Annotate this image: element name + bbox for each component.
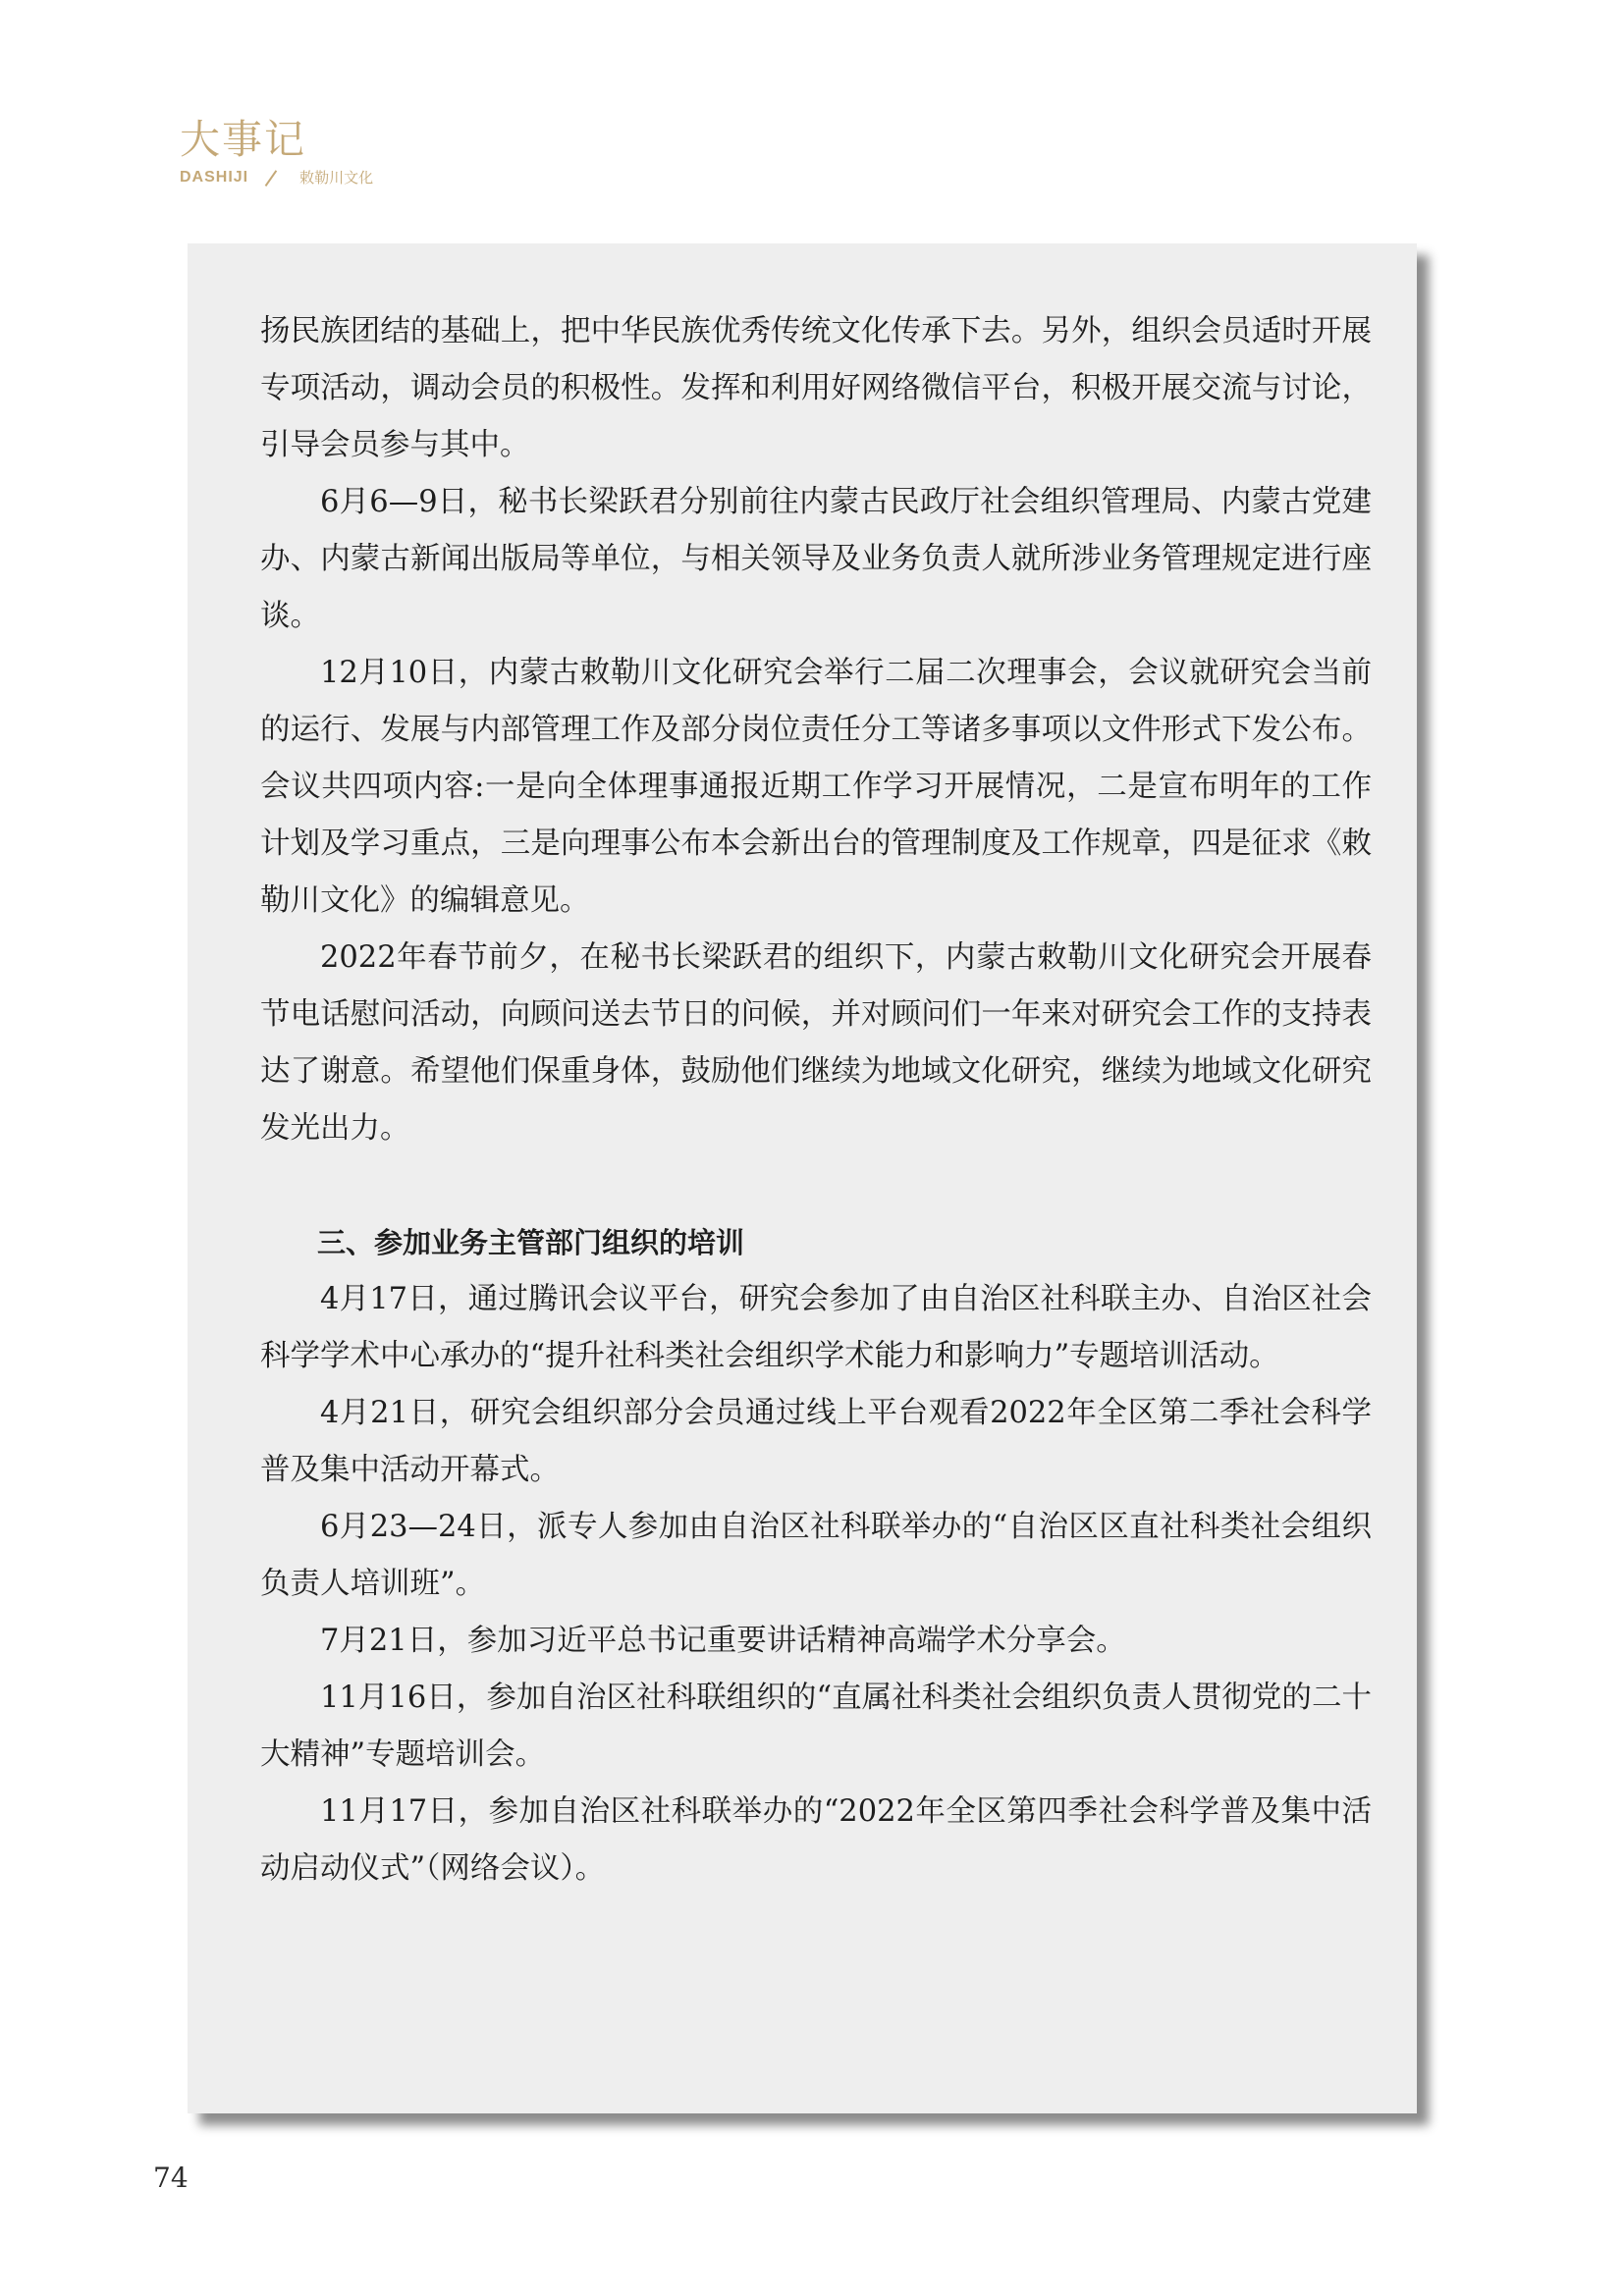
subtitle-journal: 敕勒川文化 — [299, 169, 374, 187]
subtitle-pinyin: DASHIJI — [180, 169, 249, 186]
article-body — [260, 303, 1372, 1897]
section-spacer — [260, 1157, 1372, 1214]
paragraph: 6月6—9日，秘书长梁跃君分别前往内蒙古民政厅社会组织管理局、内蒙古党建办、内蒙古新闻出版局等单位，与相关领导及业务负责人就所涉业务管理规定进行座谈。 — [260, 485, 1372, 633]
paragraph: 11月17日，参加自治区社科联举办的“2022年全区第四季社会科学普及集中活动启动仪式”（网络会议）。 — [260, 1794, 1372, 1886]
page-header — [180, 116, 373, 188]
page-number: 74 — [153, 2162, 189, 2194]
section-title: 大事记 — [180, 116, 306, 163]
section-subtitle — [180, 167, 373, 188]
paragraph-continued: 扬民族团结的基础上，把中华民族优秀传统文化传承下去。另外，组织会员适时开展专项活动，调动会员的积极性。发挥和利用好网络微信平台，积极开展交流与讨论，引导会员参与其中。 — [260, 314, 1372, 462]
content-panel — [188, 243, 1417, 2113]
slash-divider — [264, 170, 278, 186]
paragraph: 4月21日，研究会组织部分会员通过线上平台观看2022年全区第二季社会科学普及集中活动开幕式。 — [260, 1396, 1372, 1487]
paragraph: 11月16日，参加自治区社科联组织的“直属社科类社会组织负责人贯彻党的二十大精神”专题培训会。 — [260, 1681, 1372, 1772]
paragraph: 6月23—24日，派专人参加由自治区社科联举办的“自治区区直社科类社会组织负责人培训班”。 — [260, 1510, 1372, 1601]
section-heading: 三、参加业务主管部门组织的培训 — [317, 1226, 745, 1259]
paragraph: 7月21日，参加习近平总书记重要讲话精神高端学术分享会。 — [320, 1624, 1126, 1658]
paragraph: 4月17日，通过腾讯会议平台，研究会参加了由自治区社科联主办、自治区社会科学学术中心承办的“提升社科类社会组织学术能力和影响力”专题培训活动。 — [260, 1282, 1372, 1373]
paragraph: 12月10日，内蒙古敕勒川文化研究会举行二届二次理事会，会议就研究会当前的运行、发展与内部管理工作及部分岗位责任分工等诸多事项以文件形式下发公布。会议共四项内容:一是向全体理事通报近期工作学习开展情况，二是宣布明年的工作计划及学习重点，三是向理事公布本会新出台的管理制度及工作规章，四是征求《敕勒川文化》的编辑意见。 — [260, 656, 1372, 918]
paragraph: 2022年春节前夕，在秘书长梁跃君的组织下，内蒙古敕勒川文化研究会开展春节电话慰问活动，向顾问送去节日的问候，并对顾问们一年来对研究会工作的支持表达了谢意。希望他们保重身体，鼓励他们继续为地域文化研究，继续为地域文化研究发光出力。 — [260, 940, 1372, 1146]
